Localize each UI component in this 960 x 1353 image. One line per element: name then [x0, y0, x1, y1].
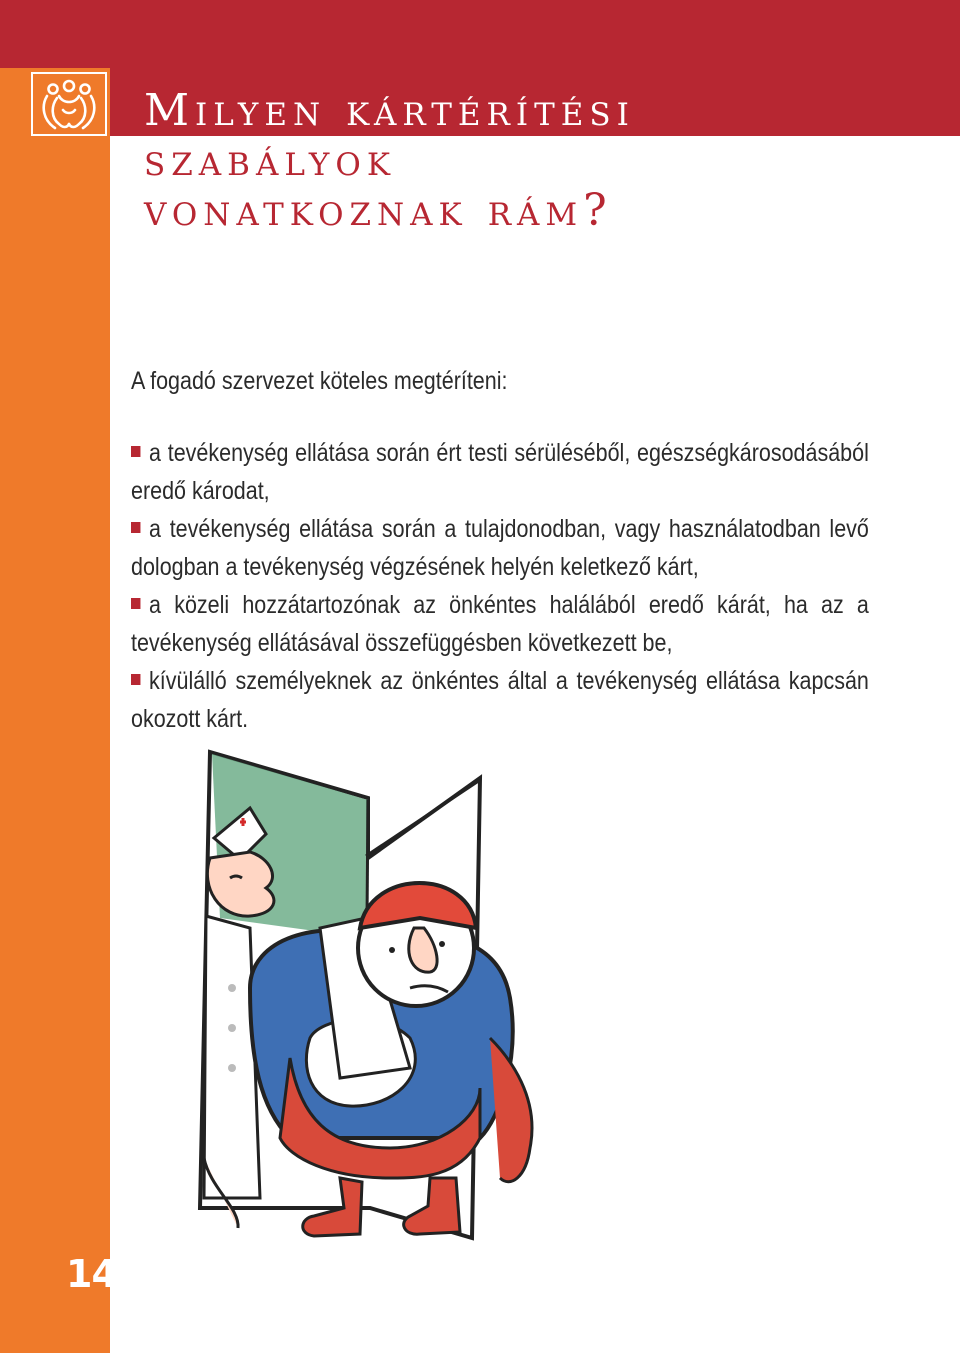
list-item [131, 434, 869, 510]
list-item-text: kívülálló személyeknek az önkéntes által a tevékenység ellátása kapcsán okozott kárt. [131, 667, 869, 733]
square-bullet-icon [131, 446, 140, 457]
page-number: 14 [66, 1252, 117, 1296]
list-item-text: a tevékenység ellátása során a tulajdonodban, vagy használatodban levő dologban a tevékenység végzésének helyén keletkező kárt, [131, 515, 869, 581]
intro-text: A fogadó szervezet köteles megtéríteni: [131, 367, 508, 395]
title-line-2: szabályok [144, 135, 396, 186]
list-item [131, 662, 869, 738]
title-line-1: Milyen kártérítési [144, 85, 635, 136]
square-bullet-icon [131, 598, 140, 609]
title-line-3: vonatkoznak rám? [144, 185, 613, 236]
square-bullet-icon [131, 522, 140, 533]
body-text [131, 362, 869, 738]
list-item [131, 510, 869, 586]
list-item-text: a közeli hozzátartozónak az önkéntes halálából eredő kárát, ha az a tevékenység ellátásával összefüggésben következett be, [131, 591, 869, 657]
top-color-bar [0, 0, 960, 68]
list-item-text: a tevékenység ellátása során ért testi sérüléséből, egészségkárosodásából eredő károdat, [131, 439, 869, 505]
cartoon-illustration [180, 738, 580, 1248]
logo-icon [31, 72, 107, 136]
square-bullet-icon [131, 674, 140, 685]
page-title [144, 86, 635, 236]
left-orange-strip [0, 68, 110, 1353]
list-item [131, 586, 869, 662]
bullet-list [131, 434, 869, 738]
